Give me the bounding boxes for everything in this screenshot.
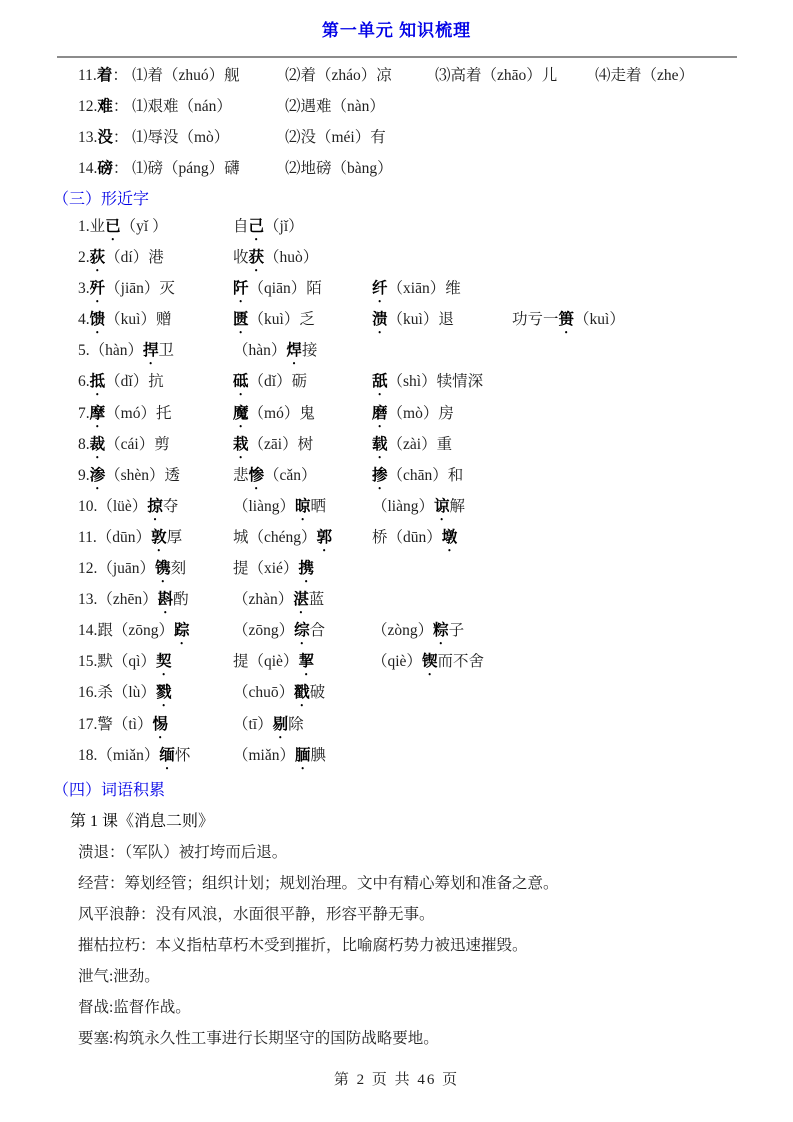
text-cell — [132, 156, 285, 178]
text-cell — [372, 525, 457, 555]
text-cell — [78, 1026, 439, 1048]
text-cell — [132, 94, 285, 116]
text-cell — [285, 156, 393, 178]
text-cell — [233, 680, 325, 710]
emphasized-character: 携 — [298, 560, 314, 578]
text-segment: 2. — [78, 249, 90, 267]
text-segment: （三）形近字 — [53, 191, 150, 209]
text-cell — [78, 964, 160, 986]
text-cell — [285, 125, 386, 147]
lesson-heading — [0, 804, 793, 835]
text-cell — [372, 463, 463, 493]
polyphone-row-13 — [0, 120, 793, 151]
text-segment: （hàn） — [233, 342, 287, 360]
text-segment: 13. — [78, 128, 98, 146]
emphasized-character: 磨 — [372, 404, 388, 422]
text-cell — [435, 63, 595, 85]
text-segment: 18.（miǎn） — [78, 746, 160, 764]
emphasized-character: 匮 — [233, 311, 249, 329]
text-cell — [78, 933, 528, 955]
text-segment: 而不舍 — [437, 653, 484, 671]
text-segment: 怀 — [174, 746, 191, 764]
text-cell — [70, 808, 214, 831]
text-segment: 泄气:泄劲。 — [78, 968, 160, 986]
text-segment: （liàng） — [233, 497, 295, 515]
text-cell — [233, 245, 318, 275]
similar-char-row-1 — [0, 213, 793, 244]
text-segment: 10.（lüè） — [78, 497, 148, 515]
emphasized-character: 惕 — [152, 715, 169, 733]
text-segment: （dǐ）抗 — [105, 373, 164, 391]
text-segment: 夺 — [162, 497, 179, 515]
text-cell — [78, 369, 233, 399]
emphasized-character: 腼 — [295, 746, 311, 764]
emphasized-character: 敦 — [151, 528, 167, 546]
text-segment: ⑵地磅（bàng） — [285, 159, 393, 177]
emphasized-character: 镌 — [155, 560, 171, 578]
text-cell — [78, 156, 132, 178]
emphasized-character: 渗 — [89, 466, 106, 484]
text-segment: （zòng） — [372, 622, 434, 640]
text-segment: 督战:监督作战。 — [78, 999, 191, 1017]
text-segment: 6. — [78, 373, 90, 391]
text-cell — [78, 525, 233, 555]
text-cell — [78, 587, 233, 617]
emphasized-character: 获 — [248, 249, 265, 267]
text-cell — [78, 840, 287, 862]
text-cell — [78, 494, 233, 524]
similar-char-row-11 — [0, 524, 793, 555]
emphasized-character: 踪 — [174, 622, 190, 640]
text-cell — [233, 649, 372, 679]
similar-char-row-16 — [0, 680, 793, 711]
text-segment: ⑷走着（zhe） — [595, 66, 695, 84]
emphasized-character: 掺 — [372, 466, 388, 484]
text-segment: （shì）犊情深 — [387, 373, 484, 391]
text-segment: 磅 — [97, 159, 113, 177]
text-segment: （chuō） — [233, 684, 295, 702]
text-segment: 晒 — [310, 497, 327, 515]
emphasized-character: 挈 — [298, 653, 314, 671]
text-segment: （jǐ） — [264, 218, 304, 236]
similar-char-row-10 — [0, 493, 793, 524]
text-segment: 破 — [309, 684, 326, 702]
text-cell — [78, 338, 233, 368]
text-segment: （jiān）灭 — [105, 280, 175, 298]
text-segment: 解 — [449, 497, 466, 515]
text-cell — [233, 369, 372, 399]
emphasized-character: 掠 — [147, 497, 163, 515]
text-segment: 悲 — [233, 466, 249, 484]
emphasized-character: 摩 — [89, 404, 106, 422]
emphasized-character: 契 — [155, 653, 172, 671]
text-segment: （cǎn） — [264, 466, 317, 484]
text-segment: 经营：筹划经管；组织计划；规划治理。文中有精心筹划和准备之意。 — [78, 874, 559, 892]
text-cell — [132, 63, 285, 85]
text-cell — [233, 525, 372, 555]
similar-char-row-17 — [0, 711, 793, 742]
similar-char-row-14 — [0, 618, 793, 649]
text-cell — [372, 618, 464, 648]
emphasized-character: 砥 — [233, 373, 249, 391]
text-cell — [285, 94, 385, 116]
text-segment: 溃退：（军队）被打垮而后退。 — [78, 843, 288, 861]
emphasized-character: 魔 — [233, 404, 249, 422]
text-segment: 9. — [78, 466, 90, 484]
page-footer: 第 2 页 共 46 页 — [333, 1072, 460, 1088]
definition-kuitui — [0, 835, 793, 866]
text-cell — [78, 307, 233, 337]
text-cell — [78, 125, 132, 147]
emphasized-character: 阡 — [233, 280, 249, 298]
text-segment: ⑵遇难（nàn） — [285, 97, 385, 115]
similar-char-row-3 — [0, 276, 793, 307]
text-cell — [372, 401, 454, 431]
text-segment: 13.（zhēn） — [78, 591, 158, 609]
text-segment: 卫 — [158, 342, 175, 360]
text-cell — [53, 186, 149, 209]
text-segment: 除 — [288, 715, 304, 733]
text-segment: 14. — [78, 159, 98, 177]
text-segment: ⑴着（zhuó）舰 — [132, 66, 240, 84]
text-segment: （dí）港 — [105, 249, 164, 267]
emphasized-character: 戳 — [294, 684, 310, 702]
emphasized-character: 已 — [105, 218, 121, 236]
text-segment: 城（chéng） — [233, 528, 317, 546]
text-segment: 要塞:构筑永久性工事进行长期坚守的国防战略要地。 — [78, 1030, 439, 1048]
text-segment: 厚 — [166, 528, 183, 546]
text-cell — [233, 743, 326, 773]
text-segment: （yǐ ） — [120, 218, 168, 236]
text-segment: （tī） — [233, 715, 273, 733]
text-cell — [233, 587, 324, 617]
text-cell — [233, 463, 372, 493]
text-cell — [233, 494, 372, 524]
similar-char-row-18 — [0, 742, 793, 773]
similar-char-row-13 — [0, 587, 793, 618]
text-segment: 功亏一 — [512, 311, 559, 329]
text-cell — [372, 369, 483, 399]
similar-char-row-7 — [0, 400, 793, 431]
text-cell — [372, 494, 465, 524]
text-cell — [78, 556, 233, 586]
emphasized-character: 剔 — [272, 715, 289, 733]
text-segment: ： — [112, 128, 129, 146]
text-cell — [233, 214, 304, 244]
text-segment: （shèn）透 — [105, 466, 181, 484]
text-cell — [233, 401, 372, 431]
emphasized-character: 己 — [248, 218, 265, 236]
text-segment: 风平浪静：没有风浪，水面很平静，形容平静无事。 — [78, 906, 435, 924]
definition-yaosai — [0, 1022, 793, 1053]
emphasized-character: 栽 — [233, 435, 249, 453]
text-cell — [372, 649, 484, 679]
section-heading-3 — [0, 182, 793, 213]
text-segment: （kuì）退 — [387, 311, 454, 329]
text-cell — [372, 432, 452, 462]
text-segment: 提（xié） — [233, 560, 299, 578]
text-cell — [78, 871, 559, 893]
text-segment: （zāi）树 — [248, 435, 314, 453]
text-segment: 12. — [78, 97, 98, 115]
similar-char-row-15 — [0, 649, 793, 680]
text-cell — [233, 276, 372, 306]
text-segment: ： — [112, 66, 128, 84]
text-segment: ⑵着（zháo）凉 — [285, 66, 392, 84]
text-segment: 12.（juān） — [78, 560, 156, 578]
text-segment: （cái）剪 — [105, 435, 170, 453]
polyphone-row-11 — [0, 58, 793, 89]
text-segment: （qiān）陌 — [248, 280, 322, 298]
text-cell — [233, 618, 372, 648]
document-lines — [0, 58, 793, 1053]
text-cell — [53, 777, 165, 800]
text-cell — [78, 432, 233, 462]
text-segment: （kuì）乏 — [248, 311, 315, 329]
text-cell — [372, 307, 512, 337]
text-segment: （qiè） — [372, 653, 422, 671]
text-cell — [78, 712, 233, 742]
text-segment: 合 — [309, 622, 326, 640]
text-segment: 15.默（qì） — [78, 653, 156, 671]
text-cell — [595, 63, 694, 85]
text-cell — [285, 63, 435, 85]
emphasized-character: 捍 — [143, 342, 159, 360]
text-segment: （zōng） — [233, 622, 295, 640]
text-cell — [78, 995, 191, 1017]
similar-char-row-2 — [0, 245, 793, 276]
text-segment: （mó）托 — [105, 404, 172, 422]
text-segment: 11.（dūn） — [78, 528, 152, 546]
similar-char-row-5 — [0, 338, 793, 369]
text-cell — [78, 680, 233, 710]
text-segment: 接 — [301, 342, 318, 360]
emphasized-character: 裁 — [89, 435, 106, 453]
text-cell — [233, 338, 317, 368]
emphasized-character: 馈 — [89, 311, 106, 329]
text-cell — [78, 902, 435, 924]
emphasized-character: 抵 — [89, 373, 106, 391]
text-cell — [78, 214, 233, 244]
text-cell — [78, 401, 233, 431]
text-segment: 17.警（tì） — [78, 715, 153, 733]
text-segment: （miǎn） — [233, 746, 295, 764]
text-segment: （mò）房 — [387, 404, 454, 422]
emphasized-character: 综 — [294, 622, 310, 640]
polyphone-row-12 — [0, 89, 793, 120]
text-cell — [78, 743, 233, 773]
text-segment: ⑴辱没（mò） — [132, 128, 230, 146]
text-segment: ⑵没（méi）有 — [285, 128, 386, 146]
text-cell — [78, 245, 233, 275]
definition-xieqi — [0, 960, 793, 991]
section-heading-4 — [0, 773, 793, 804]
emphasized-character: 墩 — [441, 528, 458, 546]
text-segment: 收 — [233, 249, 249, 267]
text-segment: （kuì） — [574, 311, 625, 329]
text-cell — [78, 276, 233, 306]
text-segment: （zài）重 — [387, 435, 453, 453]
text-cell — [233, 307, 372, 337]
text-segment: 自 — [233, 218, 249, 236]
emphasized-character: 郭 — [316, 528, 333, 546]
similar-char-row-12 — [0, 556, 793, 587]
text-segment: （zhàn） — [233, 591, 294, 609]
text-cell — [78, 618, 233, 648]
text-segment: 酌 — [173, 591, 189, 609]
text-cell — [372, 276, 461, 306]
emphasized-character: 惨 — [248, 466, 265, 484]
text-cell — [78, 63, 132, 85]
text-segment: ： — [112, 159, 129, 177]
emphasized-character: 载 — [372, 435, 388, 453]
emphasized-character: 缅 — [159, 746, 175, 764]
emphasized-character: 荻 — [89, 249, 106, 267]
text-cell — [512, 307, 625, 337]
page-title: 第一单元 知识梳理 — [321, 21, 472, 40]
text-cell — [78, 649, 233, 679]
emphasized-character: 戮 — [155, 684, 172, 702]
emphasized-character: 湛 — [293, 591, 309, 609]
emphasized-character: 焊 — [286, 342, 302, 360]
text-segment: （liàng） — [372, 497, 434, 515]
similar-char-row-9 — [0, 462, 793, 493]
emphasized-character: 斟 — [157, 591, 174, 609]
text-segment: 提（qiè） — [233, 653, 299, 671]
text-cell — [233, 556, 314, 586]
text-segment: 7. — [78, 404, 90, 422]
emphasized-character: 粽 — [433, 622, 449, 640]
text-segment: 难 — [97, 97, 113, 115]
text-segment: 着 — [96, 66, 113, 84]
text-segment: 11. — [78, 66, 97, 84]
text-cell — [233, 712, 304, 742]
definition-cuikulaxiu — [0, 929, 793, 960]
text-segment: （huò） — [264, 249, 319, 267]
text-segment: 1.业 — [78, 218, 106, 236]
text-segment: （chān）和 — [387, 466, 464, 484]
emphasized-character: 歼 — [89, 280, 106, 298]
text-segment: （dǐ）砺 — [248, 373, 308, 391]
text-segment: 摧枯拉朽：本义指枯草朽木受到摧折，比喻腐朽势力被迅速摧毁。 — [78, 937, 528, 955]
text-segment: （四）词语积累 — [53, 782, 166, 800]
text-cell — [78, 94, 132, 116]
similar-char-row-6 — [0, 369, 793, 400]
text-segment: ⑴磅（páng）礴 — [132, 159, 240, 177]
text-segment: 蓝 — [308, 591, 325, 609]
emphasized-character: 纤 — [372, 280, 388, 298]
emphasized-character: 谅 — [434, 497, 450, 515]
text-segment: （mó）鬼 — [248, 404, 315, 422]
text-segment: 8. — [78, 435, 90, 453]
text-cell — [78, 463, 233, 493]
text-segment: （kuì）赠 — [105, 311, 172, 329]
similar-char-row-8 — [0, 431, 793, 462]
text-segment: 16.杀（lù） — [78, 684, 156, 702]
definition-jingying — [0, 866, 793, 897]
text-segment: （xiān）维 — [387, 280, 461, 298]
similar-char-row-4 — [0, 307, 793, 338]
emphasized-character: 溃 — [372, 311, 388, 329]
text-segment: 14.跟（zōng） — [78, 622, 175, 640]
text-segment: 4. — [78, 311, 90, 329]
text-segment: 子 — [448, 622, 465, 640]
text-segment: 第 1 课《消息二则》 — [70, 813, 215, 831]
text-segment: 刻 — [170, 560, 187, 578]
emphasized-character: 晾 — [295, 497, 311, 515]
definition-fengpinglangjing — [0, 898, 793, 929]
text-segment: 5.（hàn） — [78, 342, 144, 360]
text-segment: 腆 — [310, 746, 327, 764]
polyphone-row-14 — [0, 151, 793, 182]
text-segment: 3. — [78, 280, 90, 298]
emphasized-character: 篑 — [558, 311, 575, 329]
text-segment: 桥（dūn） — [372, 528, 442, 546]
text-segment: ⑴艰难（nán） — [132, 97, 232, 115]
text-cell — [233, 432, 372, 462]
text-segment: 没 — [97, 128, 113, 146]
definition-duzhan — [0, 991, 793, 1022]
text-cell — [132, 125, 285, 147]
emphasized-character: 舐 — [372, 373, 388, 391]
text-segment: ⑶高着（zhāo）儿 — [435, 66, 558, 84]
emphasized-character: 锲 — [421, 653, 438, 671]
text-segment: ： — [112, 97, 129, 115]
